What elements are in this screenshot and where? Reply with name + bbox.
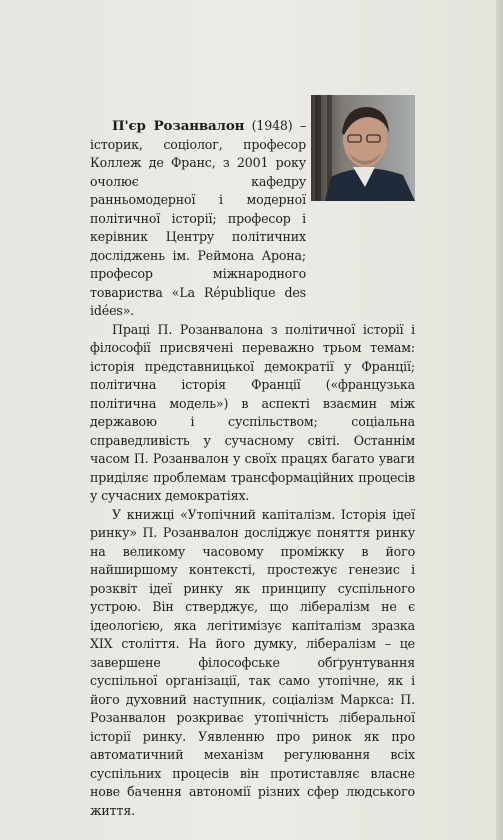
author-bio-text: історик, соціолог, професор Коллеж де Франс, з 2001 року очолює кафедру ранньомодерної і модерної політичної історії; професор і керівник Центру політичних досліджень ім. Реймона Арона; професор міжнародного товариства «La République des idées». — [90, 136, 306, 318]
paragraph-research: Праці П. Розанвалона з політичної історії і філософії присвячені переважно трьом темам: історія представницької демократії у Франції; політична історія Франції («французька політична модель») в аспекті взаємин між державою і суспільством; соціальна справедливість у сучасному світі. Останнім часом П. Розанвалон у своїх працях багато уваги приділяє проблемам трансформаційних процесів у сучасних демократіях. — [90, 321, 415, 503]
book-description — [90, 117, 415, 820]
page-edge — [496, 0, 503, 840]
author-bio — [90, 117, 306, 321]
author-name: П'єр Розанвалон — [112, 118, 245, 134]
paragraph-book: У книжці «Утопічний капіталізм. Історія ідеї ринку» П. Розанвалон досліджує поняття ринку на великому часовому проміжку в його найширшому контексті, простежує генезис і розквіт ідеї ринку як принципу суспільного устрою. Він стверджує, що лібералізм не є ідеологією, яка легітимізує капіталізм зразка XIX століття. На його думку, лібералізм – це завершене філософське обґрунтування суспільної організації, так само утопічне, як і його духовний наступник, соціалізм Маркса: П. Розанвалон розкриває утопічність ліберальної історії ринку. Уявленню про ринок як про автоматичний механізм регулювання всіх суспільних процесів він протиставляє власне нове бачення автономії різних сфер людського життя. — [90, 506, 415, 818]
author-years: (1948) – — [244, 118, 306, 133]
